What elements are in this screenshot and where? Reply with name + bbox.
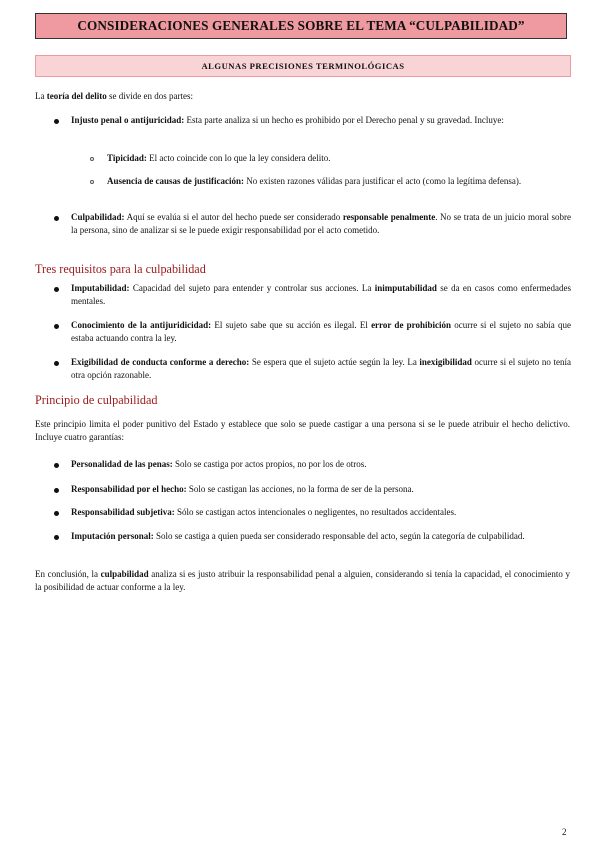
conclusion-bold: culpabilidad (100, 569, 149, 579)
list-item-bold: error de prohibición (371, 320, 452, 330)
list-item-conocimiento (71, 319, 571, 345)
list-item-exigibilidad (71, 356, 571, 382)
list-item-bold: inexigibilidad (419, 357, 472, 367)
circle-bullet-icon (90, 157, 94, 161)
bullet-icon (54, 287, 59, 292)
section-subtitle-text: ALGUNAS PRECISIONES TERMINOLÓGICAS (201, 61, 405, 71)
list-item-term: Injusto penal o antijuricidad: (71, 115, 185, 125)
list-item-bold: inimputabilidad (374, 283, 437, 293)
list-item-term: Personalidad de las penas: (71, 459, 173, 469)
list-item-term: Conocimiento de la antijuridicidad: (71, 320, 212, 330)
document-title (35, 13, 567, 39)
bullet-icon (54, 119, 59, 124)
list-item-text: Capacidad del sujeto para entender y controlar sus acciones. La (129, 283, 375, 293)
section-subtitle (35, 55, 571, 77)
bullet-icon (54, 324, 59, 329)
list-item-text: Solo se castigan las acciones, no la forma de ser de la persona. (186, 484, 414, 494)
list-item-term: Exigibilidad de conducta conforme a derecho: (71, 357, 250, 367)
sub-item-tipicidad (107, 152, 571, 165)
list-item-personalidad (71, 458, 571, 471)
list-item-text: Esta parte analiza si un hecho es prohibido por el Derecho penal y su gravedad. Incluye: (184, 115, 504, 125)
list-item-imputabilidad (71, 282, 571, 308)
bullet-icon (54, 361, 59, 366)
list-item-text: . No se trata de un juicio moral sobre la persona, sino de analizar si se le puede exigir responsabilidad por el acto cometido. (71, 212, 572, 236)
list-item-text: Solo se castiga a quien pueda ser considerado responsable del acto, según la categoría de culpabilidad. (153, 531, 525, 541)
list-item-responsabilidad-hecho (71, 483, 571, 496)
bullet-icon (54, 463, 59, 468)
bullet-icon (54, 488, 59, 493)
bullet-icon (54, 535, 59, 540)
section-heading-requisitos: Tres requisitos para la culpabilidad (35, 262, 206, 276)
sub-item-text: El acto coincide con lo que la ley considera delito. (146, 153, 331, 163)
list-item-text: ocurre si el sujeto no tenía otra opción razonable. (71, 357, 571, 381)
list-item-term: Responsabilidad por el hecho: (71, 484, 187, 494)
list-item-term: Imputación personal: (71, 531, 154, 541)
list-item-text: Solo se castiga por actos propios, no por los de otros. (172, 459, 367, 469)
principio-paragraph: Este principio limita el poder punitivo del Estado y establece que solo se puede castigar a una persona si se le puede atribuir el hecho delictivo. Incluye cuatro garantías: (35, 419, 570, 443)
conclusion-paragraph (35, 568, 570, 594)
list-item-text: Se espera que el sujeto actúe según la ley. La (249, 357, 420, 367)
list-item-bold: responsable penalmente (342, 212, 436, 222)
circle-bullet-icon (90, 180, 94, 184)
intro-post: se divide en dos partes: (106, 91, 193, 101)
bullet-icon (54, 511, 59, 516)
page-number: 2 (562, 827, 567, 837)
intro-paragraph (35, 90, 570, 103)
list-item-text: El sujeto sabe que su acción es ilegal. El (211, 320, 372, 330)
conclusion-post: analiza si es justo atribuir la responsabilidad penal a alguien, considerando si tenía la capacidad, el conocimiento y la posibilidad de actuar conforme a la ley. (35, 569, 570, 593)
list-item-text: se da en casos como enfermedades mentales. (71, 283, 572, 307)
list-item-term: Imputabilidad: (71, 283, 130, 293)
sub-item-term: Ausencia de causas de justificación: (107, 176, 244, 186)
list-item-text: Sólo se castigan actos intencionales o negligentes, no resultados accidentales. (174, 507, 457, 517)
list-item-text: Aquí se evalúa si el autor del hecho puede ser considerado (124, 212, 343, 222)
list-item-injusto (71, 114, 571, 127)
intro-bold: teoría del delito (46, 91, 107, 101)
intro-pre: La (35, 91, 47, 101)
list-item-responsabilidad-subjetiva (71, 506, 571, 519)
list-item-culpabilidad (71, 211, 571, 237)
conclusion-pre: En conclusión, la (35, 569, 101, 579)
list-item-text: ocurre si el sujeto no sabía que estaba actuando contra la ley. (71, 320, 572, 344)
list-item-imputacion (71, 530, 571, 543)
list-item-term: Responsabilidad subjetiva: (71, 507, 175, 517)
sub-item-term: Tipicidad: (107, 153, 147, 163)
sub-item-text: No existen razones válidas para justificar el acto (como la legítima defensa). (244, 176, 522, 186)
list-item-term: Culpabilidad: (71, 212, 125, 222)
bullet-icon (54, 216, 59, 221)
document-title-text: CONSIDERACIONES GENERALES SOBRE EL TEMA “CULPABILIDAD” (77, 18, 525, 33)
section-heading-principio: Principio de culpabilidad (35, 393, 158, 407)
sub-item-ausencia (107, 175, 571, 188)
